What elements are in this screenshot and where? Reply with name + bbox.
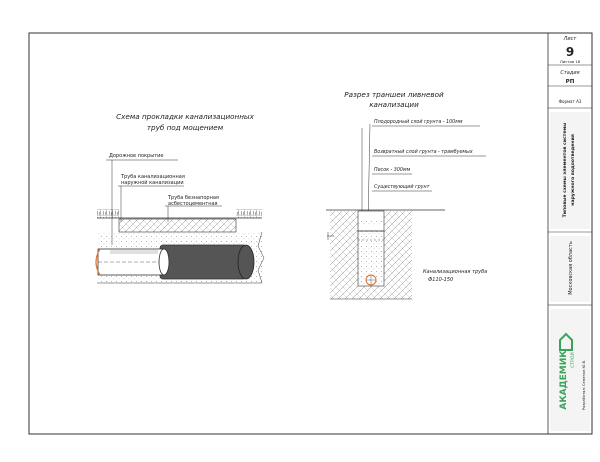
sheet-label: Лист (563, 36, 577, 42)
right-title-line1: Разрез траншеи ливневой (344, 90, 444, 99)
drawing-title-line2: наружного водоотведения (571, 134, 576, 206)
stage-label: Стадия (560, 70, 580, 76)
layer-fertile: Плодородный слой грунта - 100мм (374, 120, 463, 125)
left-scheme (96, 112, 264, 283)
left-title-line1: Схема прокладки канализационных (116, 112, 254, 121)
left-title-line2: труб под мощением (146, 123, 224, 132)
pipe-label-line1: Канализационная труба (423, 269, 488, 275)
right-title-line2: канализации (369, 100, 419, 109)
sheets-count: Листов 18 (559, 59, 581, 64)
designer-label: Разработал: Семенов Ю.В. (582, 359, 586, 411)
label-road-surface: Дорожное покрытие (109, 153, 164, 159)
pipe-label-line2: Ф110-150 (428, 277, 454, 283)
right-scheme (326, 90, 487, 299)
layer-existing: Существующий грунт (374, 185, 430, 190)
company-sub: СТРОЙ (571, 352, 576, 368)
sheet-number: 9 (565, 45, 575, 59)
layer-sand: Песок - 300мм (374, 168, 411, 173)
existing-soil-right (384, 211, 412, 299)
title-block (548, 33, 592, 434)
company-name: АКАДЕМИК (559, 350, 569, 410)
asbestos-pipe (160, 245, 246, 279)
layer-backfill: Возвратный слой грунта - трамбуемых (374, 150, 473, 155)
drawing-title-line1: Типовые схемы элементов системы (563, 122, 568, 218)
existing-soil-left (330, 211, 358, 299)
stage-value: РП (565, 79, 575, 85)
format-label: Формат А3 (558, 99, 582, 104)
road-surface-layer (119, 219, 236, 232)
label-pipe1-line2: наружной канализации (121, 180, 184, 186)
existing-soil-bottom (358, 286, 384, 299)
region-label: Московская область (568, 241, 574, 295)
label-pipe1-line1: Труба канализационная (121, 174, 185, 180)
label-pipe2-line1: Труба безнапорная (168, 195, 219, 201)
label-pipe2-line2: асбестоцементная (168, 201, 218, 207)
